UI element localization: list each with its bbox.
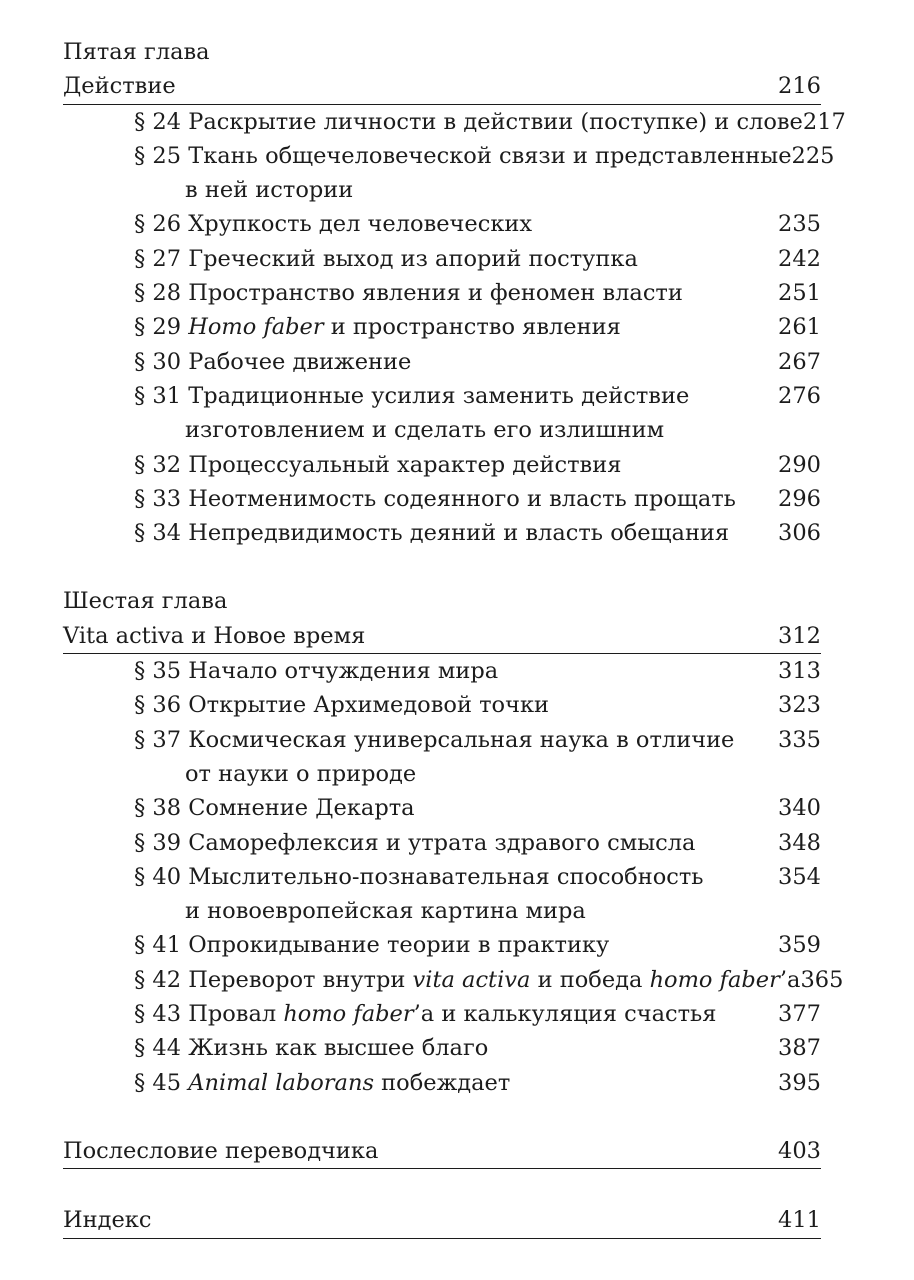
section-title: Процессуальный характер действия bbox=[188, 451, 622, 478]
chapter-label: Пятая глава bbox=[63, 39, 210, 65]
afterword-title: Послесловие переводчика bbox=[63, 1137, 379, 1164]
section-page: 359 bbox=[778, 932, 821, 959]
chapter-page: 216 bbox=[778, 73, 821, 100]
toc-entry bbox=[63, 139, 835, 173]
section-page: 313 bbox=[778, 658, 821, 685]
section-page: 323 bbox=[778, 692, 821, 719]
section-title-continuation: в ней истории bbox=[185, 177, 354, 204]
section-page: 261 bbox=[778, 314, 821, 341]
section-title: Традиционные усилия заменить действие bbox=[188, 382, 690, 409]
section-page: 276 bbox=[778, 382, 821, 409]
toc-entry bbox=[63, 207, 821, 241]
section-number: § 36 bbox=[134, 692, 182, 719]
section-title: Опрокидывание теории в практику bbox=[188, 932, 610, 959]
section-page: 395 bbox=[778, 1069, 821, 1096]
section-title: Начало отчуждения мира bbox=[188, 658, 499, 685]
section-number: § 28 bbox=[134, 280, 182, 307]
section-number: § 43 bbox=[134, 1001, 182, 1028]
toc-entry bbox=[63, 791, 821, 825]
section-title: Пространство явления и феномен власти bbox=[188, 280, 683, 307]
section-title: Переворот внутри bbox=[188, 966, 413, 993]
toc-entry bbox=[63, 1031, 821, 1065]
toc-entry bbox=[63, 482, 821, 516]
toc-entry bbox=[63, 345, 821, 379]
section-title: Космическая универсальная наука в отличие bbox=[188, 726, 735, 753]
section-number: § 29 bbox=[134, 314, 182, 341]
section-number: § 27 bbox=[134, 245, 182, 272]
section-number: § 24 bbox=[134, 108, 182, 135]
toc-entry bbox=[63, 516, 821, 550]
chapter-page: 312 bbox=[778, 622, 821, 649]
section-title-italic: vita activa bbox=[412, 966, 531, 993]
index-page: 411 bbox=[778, 1207, 821, 1234]
chapter-heading bbox=[63, 619, 821, 654]
toc-entry bbox=[63, 242, 821, 276]
section-page: 242 bbox=[778, 245, 821, 272]
section-page: 290 bbox=[778, 451, 821, 478]
section-title-continuation: и новоевропейская картина мира bbox=[185, 898, 586, 925]
toc-entry bbox=[63, 826, 821, 860]
section-title-continuation: от науки о природе bbox=[185, 760, 417, 787]
section-number: § 38 bbox=[134, 795, 182, 822]
section-title-italic: homo faber bbox=[283, 1001, 414, 1028]
section-title: ’а и калькуляция счастья bbox=[413, 1001, 717, 1028]
section-number: § 35 bbox=[134, 658, 182, 685]
section-page: 235 bbox=[778, 211, 821, 238]
section-page: 267 bbox=[778, 348, 821, 375]
toc-entry bbox=[63, 688, 821, 722]
section-title: ’а bbox=[779, 966, 801, 993]
section-title: Мыслительно-познавательная способность bbox=[188, 863, 704, 890]
section-page: 306 bbox=[778, 520, 821, 547]
afterword-page: 403 bbox=[778, 1137, 821, 1164]
section-page: 340 bbox=[778, 795, 821, 822]
toc-entry bbox=[63, 379, 821, 413]
section-title: Сомнение Декарта bbox=[188, 795, 415, 822]
section-number: § 40 bbox=[134, 863, 182, 890]
section-page: 354 bbox=[778, 863, 821, 890]
index-title: Индекс bbox=[63, 1207, 152, 1234]
section-number: § 34 bbox=[134, 520, 182, 547]
toc-entry bbox=[63, 963, 844, 997]
toc-entry bbox=[63, 997, 821, 1031]
toc-entry bbox=[63, 1066, 821, 1100]
section-title-italic: homo faber bbox=[649, 966, 780, 993]
section-page: 335 bbox=[778, 726, 821, 753]
section-number: § 33 bbox=[134, 485, 182, 512]
toc-entry bbox=[63, 654, 821, 688]
chapter-heading bbox=[63, 69, 821, 104]
section-number: § 25 bbox=[134, 142, 182, 169]
section-title: Ткань общечеловеческой связи и представленные bbox=[188, 142, 792, 169]
section-page: 377 bbox=[778, 1001, 821, 1028]
section-number: § 37 bbox=[134, 726, 182, 753]
section-title-continuation: изготовлением и сделать его излишним bbox=[185, 417, 665, 444]
afterword-entry bbox=[63, 1134, 821, 1169]
section-title: Непредвидимость деяний и власть обещания bbox=[188, 520, 730, 547]
chapter-label: Шестая глава bbox=[63, 588, 228, 615]
section-title: Провал bbox=[188, 1001, 284, 1028]
section-number: § 42 bbox=[134, 966, 182, 993]
section-title: Жизнь как высшее благо bbox=[188, 1035, 489, 1062]
section-title: Греческий выход из апорий поступка bbox=[188, 245, 638, 272]
section-page: 348 bbox=[778, 829, 821, 856]
toc-entry bbox=[63, 928, 821, 962]
section-title: Открытие Архимедовой точки bbox=[188, 692, 550, 719]
section-title: Раскрытие личности в действии (поступке) и слове bbox=[188, 108, 803, 135]
chapter-title: Действие bbox=[63, 73, 176, 100]
section-title: и победа bbox=[530, 966, 650, 993]
section-title: Хрупкость дел человеческих bbox=[188, 211, 533, 238]
toc-entry bbox=[63, 310, 821, 344]
index-entry bbox=[63, 1203, 821, 1238]
section-number: § 44 bbox=[134, 1035, 182, 1062]
section-page: 387 bbox=[778, 1035, 821, 1062]
section-title: Неотменимость содеянного и власть прощать bbox=[188, 485, 736, 512]
toc-entry bbox=[63, 723, 821, 757]
toc-entry bbox=[63, 448, 821, 482]
chapter-title: Vita activa и Новое время bbox=[63, 622, 366, 649]
section-page: 225 bbox=[791, 142, 835, 169]
toc-entry bbox=[63, 105, 846, 139]
section-number: § 39 bbox=[134, 829, 182, 856]
section-title: побеждает bbox=[374, 1069, 511, 1096]
section-title: Рабочее движение bbox=[188, 348, 412, 375]
section-page: 365 bbox=[800, 966, 844, 993]
section-title-italic: Homo faber bbox=[188, 314, 324, 341]
section-number: § 30 bbox=[134, 348, 182, 375]
toc-entry bbox=[63, 276, 821, 310]
section-number: § 45 bbox=[134, 1069, 182, 1096]
section-number: § 26 bbox=[134, 211, 182, 238]
section-title-italic: Animal laborans bbox=[188, 1069, 375, 1096]
section-number: § 32 bbox=[134, 451, 182, 478]
section-page: 251 bbox=[778, 280, 821, 307]
section-page: 296 bbox=[778, 485, 821, 512]
section-page: 217 bbox=[802, 108, 846, 135]
section-number: § 31 bbox=[134, 382, 182, 409]
toc-entry bbox=[63, 860, 821, 894]
section-number: § 41 bbox=[134, 932, 182, 959]
section-title: Саморефлексия и утрата здравого смысла bbox=[188, 829, 696, 856]
section-title: и пространство явления bbox=[323, 314, 621, 341]
toc-content bbox=[63, 35, 846, 1239]
